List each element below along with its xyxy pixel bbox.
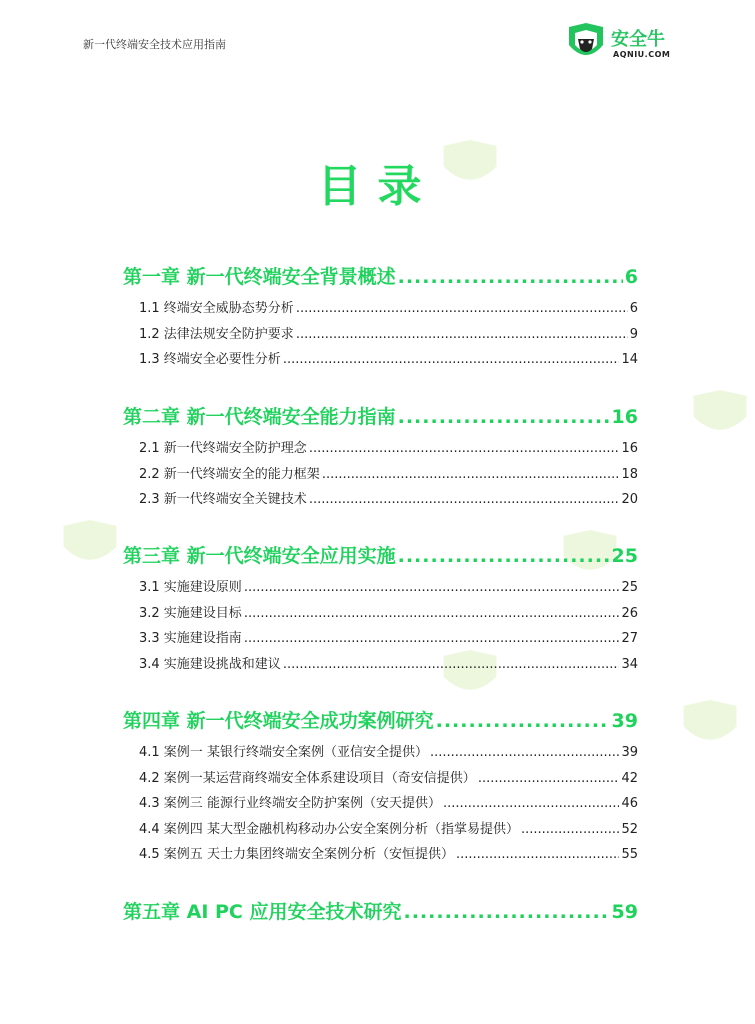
leader-dots (322, 467, 620, 482)
leader-dots (296, 327, 628, 342)
section-page-number: 39 (621, 745, 638, 760)
logo-name: 安全牛 (611, 29, 665, 50)
logo-domain: AQNIU.COM (613, 50, 671, 59)
leader-dots (244, 580, 620, 595)
section-page-number: 18 (621, 466, 638, 482)
section-page-number: 16 (621, 441, 638, 456)
toc-chapter (123, 402, 638, 514)
section-label: 3.2 实施建设目标 (139, 605, 242, 621)
toc-section-entry[interactable] (139, 653, 638, 679)
leader-dots (309, 441, 620, 456)
watermark-icon (60, 520, 120, 570)
chapter-page-number: 6 (624, 266, 638, 288)
leader-dots (436, 710, 610, 732)
toc-chapter (123, 706, 638, 869)
section-label: 2.3 新一代终端安全关键技术 (139, 492, 307, 507)
toc-chapter-entry[interactable] (123, 541, 638, 568)
toc-chapter-entry[interactable] (123, 706, 638, 733)
section-page-number: 14 (621, 352, 638, 367)
section-page-number: 52 (621, 821, 638, 837)
toc-section-entry[interactable] (139, 627, 638, 653)
toc-section-entry[interactable] (139, 348, 638, 374)
section-page-number: 46 (621, 796, 638, 811)
section-label: 3.1 实施建设原则 (139, 580, 242, 595)
toc-chapter-entry[interactable] (123, 262, 638, 289)
leader-dots (309, 492, 620, 507)
leader-dots (398, 266, 623, 288)
toc-chapter (123, 541, 638, 678)
section-page-number: 25 (621, 580, 638, 595)
section-label: 3.4 实施建设挑战和建议 (139, 656, 281, 672)
section-label: 2.1 新一代终端安全防护理念 (139, 441, 307, 456)
running-header: 新一代终端安全技术应用指南 (83, 38, 226, 51)
section-label: 4.1 案例一 某银行终端安全案例（亚信安全提供） (139, 745, 428, 760)
toc-chapter-entry[interactable] (123, 402, 638, 429)
section-label: 1.1 终端安全威胁态势分析 (139, 301, 294, 316)
leader-dots (244, 606, 620, 621)
toc-section-entry[interactable] (139, 576, 638, 602)
leader-dots (456, 847, 620, 862)
section-page-number: 55 (621, 847, 638, 862)
leader-dots (478, 771, 620, 786)
leader-dots (430, 745, 620, 760)
section-page-number: 6 (629, 301, 638, 316)
chapter-page-number: 25 (611, 545, 638, 567)
toc-section-entry[interactable] (139, 323, 638, 349)
toc-section-entry[interactable] (139, 297, 638, 323)
toc-section-entry[interactable] (139, 741, 638, 767)
section-label: 4.4 案例四 某大型金融机构移动办公安全案例分析（指掌易提供） (139, 821, 519, 837)
section-page-number: 42 (621, 770, 638, 786)
toc-section-entry[interactable] (139, 437, 638, 463)
leader-dots (244, 631, 620, 646)
toc-section-entry[interactable] (139, 843, 638, 869)
toc-section-entry[interactable] (139, 463, 638, 489)
chapter-page-number: 59 (611, 901, 638, 923)
section-label: 1.3 终端安全必要性分析 (139, 352, 281, 367)
leader-dots (398, 406, 610, 428)
section-page-number: 26 (621, 605, 638, 621)
chapter-page-number: 16 (611, 406, 638, 428)
toc-section-entry[interactable] (139, 818, 638, 844)
section-label: 1.2 法律法规安全防护要求 (139, 326, 294, 342)
toc-section-entry[interactable] (139, 767, 638, 793)
leader-dots (443, 796, 620, 811)
section-page-number: 20 (621, 492, 638, 507)
section-label: 4.5 案例五 天士力集团终端安全案例分析（安恒提供） (139, 847, 454, 862)
leader-dots (283, 657, 620, 672)
leader-dots (404, 901, 610, 923)
section-page-number: 9 (629, 326, 638, 342)
chapter-label: 第四章 新一代终端安全成功案例研究 (123, 710, 434, 732)
section-label: 2.2 新一代终端安全的能力框架 (139, 466, 320, 482)
toc-chapter (123, 262, 638, 374)
page-title: 目录 (317, 161, 438, 212)
section-label: 4.3 案例三 能源行业终端安全防护案例（安天提供） (139, 796, 441, 811)
chapter-label: 第三章 新一代终端安全应用实施 (123, 545, 396, 567)
toc-section-entry[interactable] (139, 792, 638, 818)
leader-dots (521, 822, 620, 837)
leader-dots (398, 545, 610, 567)
toc-section-entry[interactable] (139, 488, 638, 514)
leader-dots (283, 352, 620, 367)
watermark-icon (690, 390, 750, 440)
chapter-label: 第二章 新一代终端安全能力指南 (123, 406, 396, 428)
watermark-icon (680, 700, 740, 750)
chapter-label: 第一章 新一代终端安全背景概述 (123, 266, 396, 288)
toc-chapter (123, 897, 638, 932)
section-page-number: 34 (621, 656, 638, 672)
section-label: 4.2 案例一某运营商终端安全体系建设项目（奇安信提供） (139, 770, 476, 786)
chapter-page-number: 39 (611, 710, 638, 732)
section-label: 3.3 实施建设指南 (139, 631, 242, 646)
section-page-number: 27 (621, 631, 638, 646)
toc-chapter-entry[interactable] (123, 897, 638, 924)
toc-section-entry[interactable] (139, 602, 638, 628)
leader-dots (296, 301, 628, 316)
chapter-label: 第五章 AI PC 应用安全技术研究 (123, 901, 402, 923)
